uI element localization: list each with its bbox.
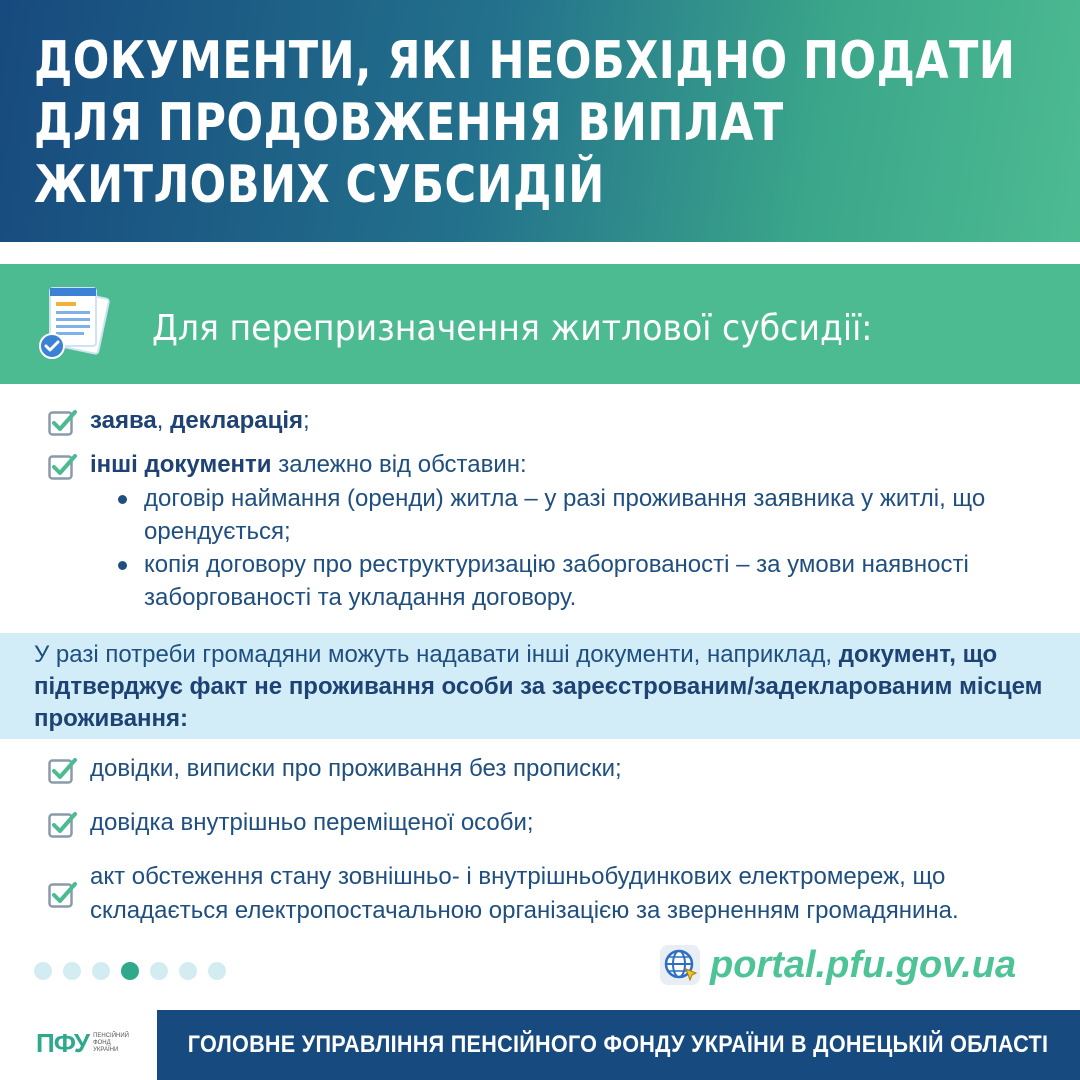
checklist-item [48,806,1048,840]
checklist-item [48,404,1048,438]
pagination-dot[interactable] [208,962,226,980]
checklist-item [48,752,1048,786]
globe-icon [658,943,702,987]
sub-list [118,482,1048,614]
item-text: , [156,407,171,434]
pagination-dot[interactable] [179,962,197,980]
documents-icon [36,284,118,368]
section-title: Для перепризначення житлової субсидії: [152,308,873,349]
sub-item-text: копія договору про реструктуризацію заборгованості – за умови наявності заборгованості та укладання договору. [144,551,969,611]
checklist-main [48,404,1048,614]
checkbox-checked-icon [48,452,78,480]
page-title-line: ЖИТЛОВИХ СУБСИДІЙ [34,155,605,215]
portal-url[interactable]: portal.pfu.gov.ua [710,943,1017,986]
bullet [118,495,127,504]
page-title-line: ДЛЯ ПРОДОВЖЕННЯ ВИПЛАТ [34,93,784,153]
pagination-dot[interactable] [63,962,81,980]
footer-text: ГОЛОВНЕ УПРАВЛІННЯ ПЕНСІЙНОГО ФОНДУ УКРАЇНИ В ДОНЕЦЬКІЙ ОБЛАСТІ [188,1031,1049,1058]
checklist-secondary [48,752,1048,948]
checkbox-checked-icon [48,880,78,908]
logo-caption: ПЕНСІЙНИЙ ФОНД УКРАЇНИ [93,1033,129,1053]
item-text: залежно від обставин: [271,451,527,478]
pagination-dot[interactable] [34,962,52,980]
title-banner [0,0,1080,242]
pagination-dot[interactable] [92,962,110,980]
note-text: У разі потреби громадяни можуть надавати інші документи, наприклад, [34,641,839,668]
bullet [118,561,127,570]
footer-bar [157,1010,1080,1080]
checkbox-checked-icon [48,810,78,838]
logo [36,1028,133,1059]
pagination-dot-active[interactable] [121,962,139,980]
sub-list-item [118,482,1048,548]
item-bold: інші документи [90,451,272,478]
checklist-item [48,448,1048,482]
sub-item-text: договір наймання (оренди) житла – у разі проживання заявника у житлі, що орендується; [144,485,986,545]
item-bold: декларація [170,407,304,434]
checkbox-checked-icon [48,408,78,436]
item-text: ; [303,407,310,434]
item-text: довідка внутрішньо переміщеної особи; [90,809,534,836]
sub-list-item [118,548,1048,614]
portal-link[interactable] [658,940,1016,990]
note-band [0,633,1080,739]
item-bold: заява [90,407,157,434]
checklist-item [48,860,1048,928]
item-text: акт обстеження стану зовнішньо- і внутрішньобудинкових електромереж, що складається електропостачальною організацією за зверненням громадянина. [90,863,959,924]
checkbox-checked-icon [48,756,78,784]
page-title [34,30,1034,216]
pagination-dot[interactable] [150,962,168,980]
logo-mark: ПФУ [36,1028,90,1058]
note-bold-text: документ, що підтверджує факт не проживання особи за зареєстрованим/задекларованим місцем проживання: [34,641,1043,732]
item-text: довідки, виписки про проживання без прописки; [90,755,622,782]
page-title-line: ДОКУМЕНТИ, ЯКІ НЕОБХІДНО ПОДАТИ [34,31,1016,91]
section-header [0,264,1080,384]
pagination-dots [34,962,226,980]
